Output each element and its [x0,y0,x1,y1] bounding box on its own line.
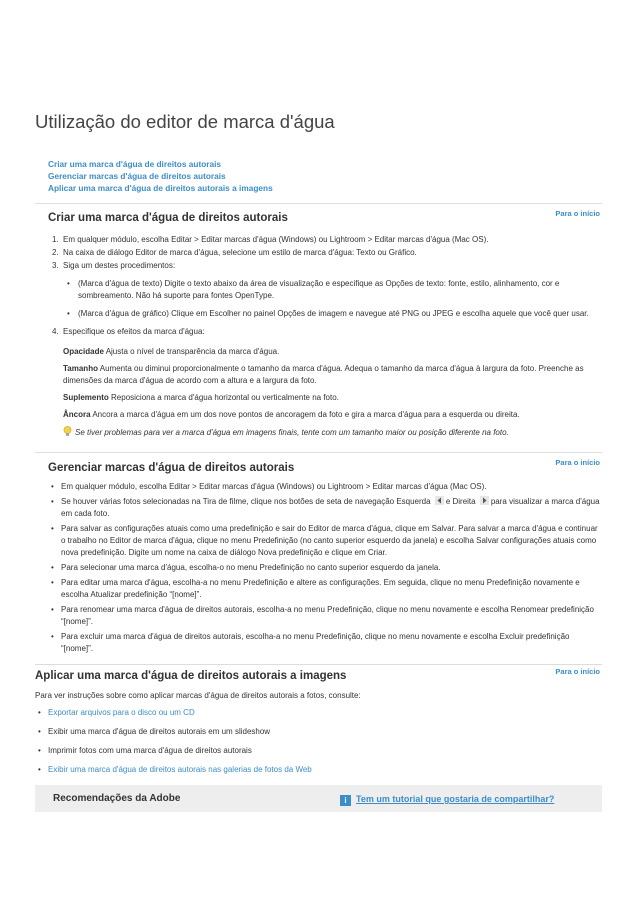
option-text-watermark: • (Marca d'água de texto) Digite o texto abaixo da área de visualização e especifique as Opções de texto: fonte, estilo, alinhamento, cor e sombreamento. Não há suporte para fontes OpenType. [63,278,603,302]
lightbulb-icon [63,426,72,437]
back-to-top-link-2[interactable]: Para o início [555,458,600,467]
step-2: 2. Na caixa de diálogo Editor de marca d'água, selecione um estilo de marca d'água: Texto ou Gráfico. [52,248,417,257]
list-item: • Se houver várias fotos selecionadas na Tira de filme, clique nos botões de seta de navegação Esquerda e Direita para visualizar a marca d'água em cada foto. [48,496,603,520]
toc-link-manage[interactable]: Gerenciar marcas d'água de direitos autorais [48,171,226,181]
list-item: • Imprimir fotos com uma marca d'água de direitos autorais [35,745,590,757]
list-item [35,764,590,776]
back-to-top-link-3[interactable]: Para o início [555,667,600,676]
back-to-top-link-1[interactable]: Para o início [555,209,600,218]
section-heading-create: Criar uma marca d'água de direitos autorais [48,212,288,224]
list-item: • Para renomear uma marca d'água de direitos autorais, escolha-a no menu Predefinição, clique no menu novamente e escolha Renomear predefinição “[nome]”. [48,604,603,628]
list-item: • Exibir uma marca d'água de direitos autorais em um slideshow [35,726,590,738]
manage-list [48,481,603,658]
tip-note: Se tiver problemas para ver a marca d'água em imagens finais, tente com um tamanho maior ou posição diferente na foto. [63,426,509,437]
toc-link-create[interactable]: Criar uma marca d'água de direitos autorais [48,159,222,169]
effect-opacity: Opacidade Ajusta o nível de transparência da marca d'água. [63,347,280,356]
page-title: Utilização do editor de marca d'água [35,111,335,132]
apply-list [35,707,590,783]
section-divider [35,452,602,453]
step-3: 3. Siga um destes procedimentos: • (Marca d'água de texto) Digite o texto abaixo da área de visualização e especifique as Opções de texto: fonte, estilo, alinhamento, cor e sombreamento. Não há suporte para fontes OpenType. • (Marca d'água de gráfico) Clique em Escolher no painel Opções de imagem e navegue até PNG ou JPEG e escolha aquele que você quer usar. [48,260,603,320]
create-steps-list [48,234,603,339]
list-item [35,707,590,719]
apply-intro: Para ver instruções sobre como aplicar marcas d'água de direitos autorais a fotos, consulte: [35,691,361,700]
link-web-galleries[interactable]: Exibir uma marca d'água de direitos autorais nas galerias de fotos da Web [48,765,312,774]
section-divider [35,203,602,204]
info-icon: i [340,795,351,806]
list-item: • Para salvar as configurações atuais como uma predefinição e sair do Editor de marca d'água, clique em Salvar. Para salvar a marca d'água e continuar o trabalho no Editor de marca d'água, clique no menu Predefinição (no canto superior esquerdo da janela) e escolha Salvar configurações atuais como nova predefinição. Digite um nome na caixa de diálogo Nova predefinição e clique em Criar. [48,523,603,559]
list-item: • Para selecionar uma marca d'água, escolha-o no menu Predefinição no canto superior esquerdo da janela. [48,562,603,574]
step-4: 4. Especifique os efeitos da marca d'água: [52,327,205,336]
toc-link-apply[interactable]: Aplicar uma marca d'água de direitos autorais a imagens [48,183,273,193]
table-of-contents [48,158,273,194]
effects-definitions [63,346,603,426]
recommendations-box [35,785,602,812]
section-divider [35,664,602,665]
list-item: • Em qualquer módulo, escolha Editar > Editar marcas d'água (Windows) ou Lightroom > Editar marcas d'água (Mac OS). [48,481,603,493]
list-item: • Para excluir uma marca d'água de direitos autorais, escolha-a no menu Predefinição, clique no menu novamente e escolha Excluir predefinição “[nome]”. [48,631,603,655]
effect-offset: Suplemento Reposiciona a marca d'água horizontal ou verticalmente na foto. [63,393,339,402]
list-item: • Para editar uma marca d'água, escolha-a no menu Predefinição e altere as configurações. Em seguida, clique no menu Predefinição novamente e escolha Atualizar predefinição “[nome]”. [48,577,603,601]
arrow-left-icon [435,496,444,505]
arrow-right-icon [480,496,489,505]
share-tutorial-link[interactable]: i Tem um tutorial que gostaria de compartilhar? [340,794,554,806]
option-graphic-watermark: • (Marca d'água de gráfico) Clique em Escolher no painel Opções de imagem e navegue até PNG ou JPEG e escolha aquele que você quer usar. [63,308,603,320]
step-3-options [63,278,603,320]
section-heading-apply: Aplicar uma marca d'água de direitos autorais a imagens [35,670,347,682]
recommendations-heading: Recomendações da Adobe [53,793,181,804]
section-heading-manage: Gerenciar marcas d'água de direitos autorais [48,462,295,474]
step-1: 1. Em qualquer módulo, escolha Editar > Editar marcas d'água (Windows) ou Lightroom > Editar marcas d'água (Mac OS). [52,235,489,244]
effect-anchor: Âncora Ancora a marca d'água em um dos nove pontos de ancoragem da foto e gira a marca d'água para a esquerda ou direita. [63,410,520,419]
link-export-files[interactable]: Exportar arquivos para o disco ou um CD [48,708,195,717]
effect-size: Tamanho Aumenta ou diminui proporcionalmente o tamanho da marca d'água. Adequa o tamanho da marca d'água à largura da foto. Preenche as dimensões da marca d'água de acordo com a altura e a largura da foto. [63,364,584,385]
